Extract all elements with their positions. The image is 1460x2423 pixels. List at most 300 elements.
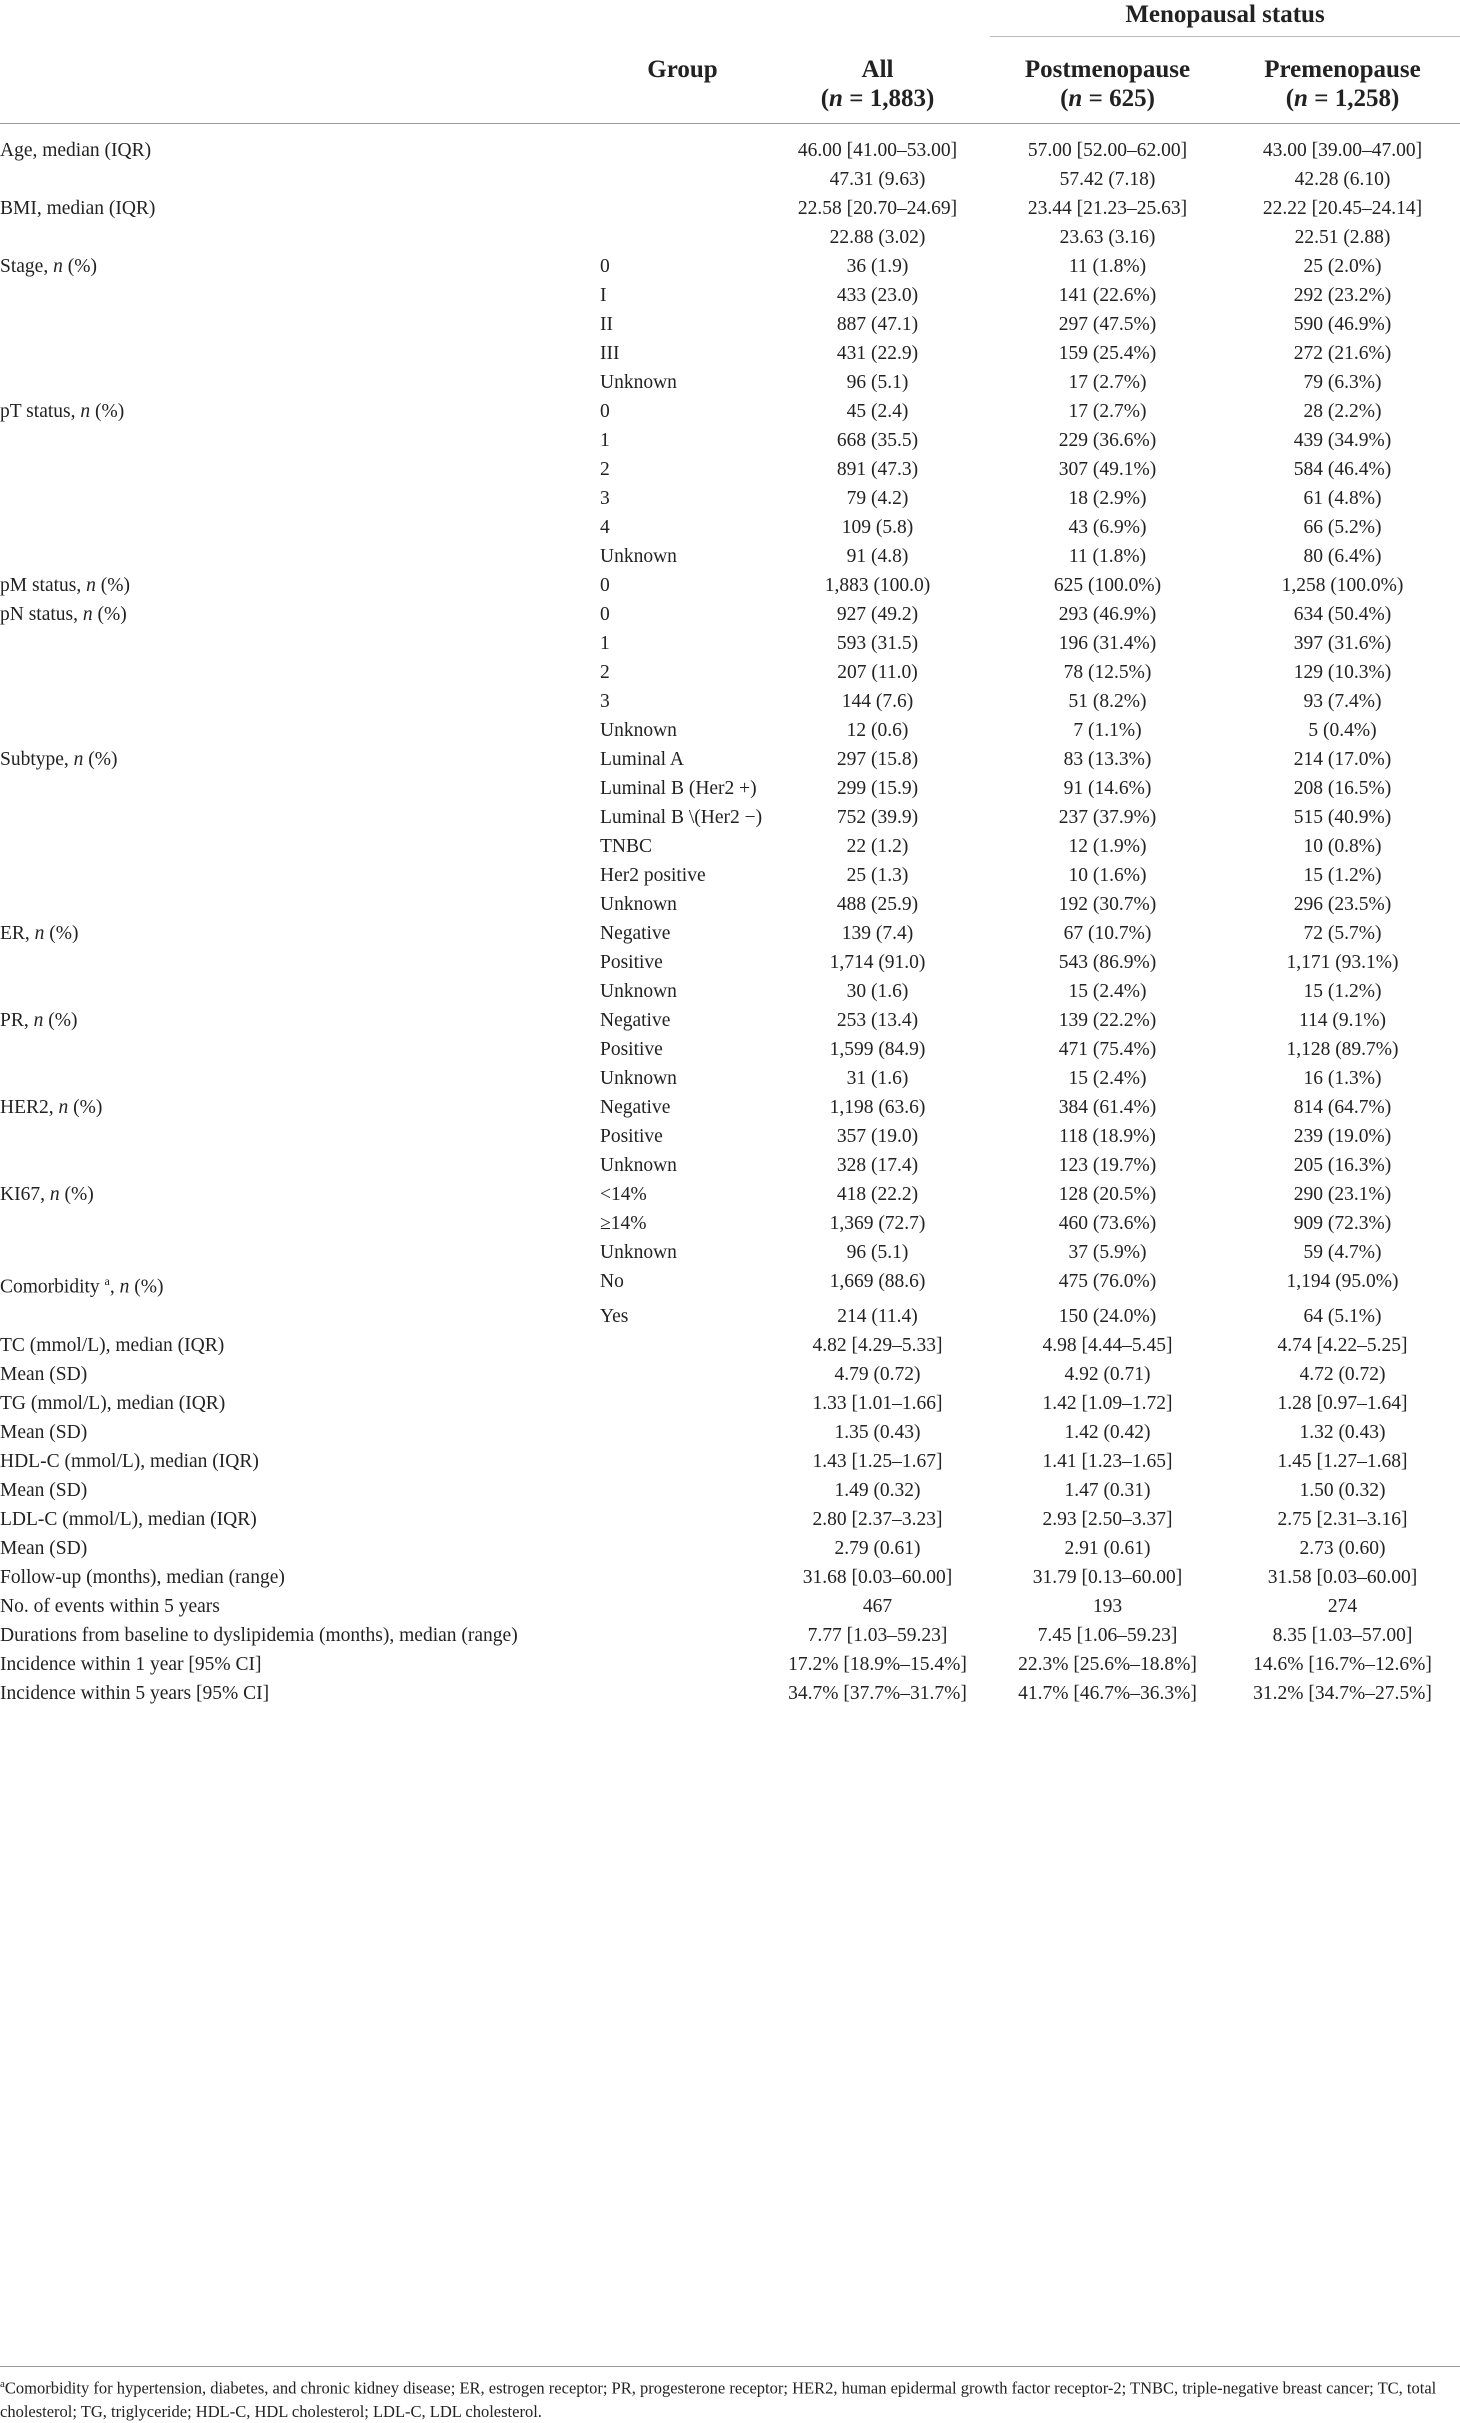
table-row	[0, 774, 1460, 803]
row-postmenopause-value: 460 (73.6%)	[1058, 1213, 1157, 1234]
row-label: pN status, n (%)	[0, 604, 127, 625]
row-postmenopause-value: 384 (61.4%)	[1058, 1097, 1157, 1118]
table-footnote	[0, 2366, 1460, 2421]
row-premenopause-value: 1.28 [0.97–1.64]	[1277, 1392, 1408, 1414]
row-label	[0, 1151, 600, 1180]
row-group	[600, 1476, 765, 1505]
row-all-value: 887 (47.1)	[836, 314, 919, 335]
pre-header-n: (n = 1,258)	[1285, 85, 1400, 112]
row-premenopause-value: 80 (6.4%)	[1303, 546, 1382, 567]
row-postmenopause-value: 15 (2.4%)	[1068, 1068, 1147, 1089]
row-all-value: 31 (1.6)	[846, 1068, 909, 1089]
table-row	[0, 252, 1460, 281]
table-row	[0, 600, 1460, 629]
row-all-value: 144 (7.6)	[841, 691, 914, 712]
row-all-value: 467	[862, 1595, 893, 1617]
row-label	[0, 861, 600, 890]
table-row	[0, 368, 1460, 397]
row-premenopause-value: 64 (5.1%)	[1303, 1305, 1382, 1327]
row-premenopause-value: 584 (46.4%)	[1293, 459, 1392, 480]
row-group: 0	[600, 401, 610, 422]
row-group: 0	[600, 604, 610, 625]
row-premenopause-value: 59 (4.7%)	[1303, 1242, 1382, 1263]
header-row	[0, 37, 1460, 124]
row-label	[0, 948, 600, 977]
row-group: Unknown	[600, 546, 677, 567]
row-postmenopause-value: 625 (100.0%)	[1053, 575, 1162, 596]
table-row	[0, 745, 1460, 774]
row-postmenopause-value: 1.42 (0.42)	[1064, 1421, 1151, 1443]
row-all-value: 22 (1.2)	[846, 836, 909, 857]
table-row	[0, 1331, 1460, 1360]
row-all-value: 1,714 (91.0)	[829, 952, 926, 973]
row-premenopause-value: 79 (6.3%)	[1303, 372, 1382, 393]
row-group: 4	[600, 517, 610, 538]
row-postmenopause-value: 67 (10.7%)	[1063, 923, 1152, 944]
row-all-value: 418 (22.2)	[836, 1184, 919, 1205]
row-label	[0, 484, 600, 513]
table-row	[0, 1006, 1460, 1035]
row-label	[0, 716, 600, 745]
table-row	[0, 1592, 1460, 1621]
table-row	[0, 194, 1460, 223]
row-premenopause-value: 214 (17.0%)	[1293, 749, 1392, 770]
row-premenopause-value: 590 (46.9%)	[1293, 314, 1392, 335]
row-group	[600, 124, 765, 166]
row-all-value: 1.49 (0.32)	[834, 1479, 921, 1501]
table-row	[0, 339, 1460, 368]
table-row	[0, 571, 1460, 600]
table-row	[0, 803, 1460, 832]
row-all-value: 7.77 [1.03–59.23]	[807, 1624, 948, 1646]
row-all-value: 12 (0.6)	[846, 720, 909, 741]
row-label: HER2, n (%)	[0, 1097, 103, 1118]
row-premenopause-value: 25 (2.0%)	[1303, 256, 1382, 277]
table-row	[0, 687, 1460, 716]
row-premenopause-value: 274	[1327, 1595, 1358, 1617]
row-group: Yes	[600, 1305, 629, 1327]
row-group	[600, 1331, 765, 1360]
row-label	[0, 774, 600, 803]
row-postmenopause-value: 196 (31.4%)	[1058, 633, 1157, 654]
row-postmenopause-value: 15 (2.4%)	[1068, 981, 1147, 1002]
row-postmenopause-value: 17 (2.7%)	[1068, 401, 1147, 422]
row-premenopause-value: 15 (1.2%)	[1303, 981, 1382, 1002]
row-group	[600, 1447, 765, 1476]
row-premenopause-value: 208 (16.5%)	[1293, 778, 1392, 799]
row-label	[0, 1209, 600, 1238]
row-label	[0, 977, 600, 1006]
row-group	[600, 1534, 765, 1563]
row-postmenopause-value: 471 (75.4%)	[1058, 1039, 1157, 1060]
row-group	[600, 1389, 765, 1418]
row-all-value: 2.80 [2.37–3.23]	[812, 1508, 943, 1530]
row-postmenopause-value: 543 (86.9%)	[1058, 952, 1157, 973]
row-premenopause-value: 15 (1.2%)	[1303, 865, 1382, 886]
postmenopause-column-header	[990, 37, 1225, 124]
row-premenopause-value: 129 (10.3%)	[1293, 662, 1392, 683]
table-row	[0, 1621, 1460, 1650]
row-all-value: 299 (15.9)	[836, 778, 919, 799]
row-label: LDL-C (mmol/L), median (IQR)	[0, 1508, 257, 1530]
table-row	[0, 1389, 1460, 1418]
row-postmenopause-value: 17 (2.7%)	[1068, 372, 1147, 393]
row-postmenopause-value: 22.3% [25.6%–18.8%]	[1018, 1653, 1197, 1675]
row-label: Incidence within 1 year [95% CI]	[0, 1653, 262, 1675]
row-label: KI67, n (%)	[0, 1184, 94, 1205]
row-premenopause-value: 72 (5.7%)	[1303, 923, 1382, 944]
row-all-value: 34.7% [37.7%–31.7%]	[788, 1682, 967, 1704]
row-premenopause-value: 1.50 (0.32)	[1299, 1479, 1386, 1501]
table-row	[0, 513, 1460, 542]
row-postmenopause-value: 10 (1.6%)	[1068, 865, 1147, 886]
row-label	[0, 223, 600, 252]
row-label	[0, 1064, 600, 1093]
row-all-value: 30 (1.6)	[846, 981, 909, 1002]
row-group: Negative	[600, 1097, 671, 1118]
row-group	[600, 1621, 765, 1650]
row-label	[0, 832, 600, 861]
table-row	[0, 1418, 1460, 1447]
table-row	[0, 861, 1460, 890]
row-group: Unknown	[600, 894, 677, 915]
row-premenopause-value: 93 (7.4%)	[1303, 691, 1382, 712]
row-all-value: 109 (5.8)	[841, 517, 914, 538]
all-header-n: (n = 1,883)	[820, 84, 935, 112]
row-all-value: 891 (47.3)	[836, 459, 919, 480]
row-group	[600, 1360, 765, 1389]
row-all-value: 22.58 [20.70–24.69]	[797, 198, 958, 219]
row-postmenopause-value: 83 (13.3%)	[1063, 749, 1152, 770]
row-group: I	[600, 285, 607, 306]
row-group	[600, 1650, 765, 1679]
table-row	[0, 890, 1460, 919]
row-group: Unknown	[600, 1242, 677, 1263]
row-premenopause-value: 66 (5.2%)	[1303, 517, 1382, 538]
row-all-value: 47.31 (9.63)	[829, 169, 926, 190]
row-premenopause-value: 439 (34.9%)	[1293, 430, 1392, 451]
row-all-value: 433 (23.0)	[836, 285, 919, 306]
row-premenopause-value: 1.45 [1.27–1.68]	[1277, 1450, 1408, 1472]
row-postmenopause-value: 2.91 (0.61)	[1064, 1537, 1151, 1559]
post-header-n: (n = 625)	[1060, 85, 1155, 112]
all-column-header	[765, 37, 990, 124]
row-postmenopause-value: 2.93 [2.50–3.37]	[1042, 1508, 1173, 1530]
row-postmenopause-value: 1.41 [1.23–1.65]	[1042, 1450, 1173, 1472]
table-row	[0, 1534, 1460, 1563]
row-group: Unknown	[600, 981, 677, 1002]
row-group	[600, 223, 765, 252]
row-group: 1	[600, 430, 610, 451]
row-premenopause-value: 1,258 (100.0%)	[1281, 575, 1404, 596]
row-postmenopause-value: 11 (1.8%)	[1068, 256, 1147, 277]
row-premenopause-value: 22.51 (2.88)	[1294, 227, 1391, 248]
footnote-marker: a	[0, 2378, 5, 2390]
row-postmenopause-value: 12 (1.9%)	[1068, 836, 1147, 857]
row-label: Follow-up (months), median (range)	[0, 1566, 285, 1588]
row-postmenopause-value: 128 (20.5%)	[1058, 1184, 1157, 1205]
table-row	[0, 542, 1460, 571]
table-row	[0, 455, 1460, 484]
row-label	[0, 455, 600, 484]
row-group: Unknown	[600, 372, 677, 393]
row-group	[600, 1563, 765, 1592]
row-group: 3	[600, 488, 610, 509]
pre-header-title: Premenopause	[1264, 56, 1421, 83]
table-row	[0, 1360, 1460, 1389]
row-label: Mean (SD)	[0, 1363, 88, 1385]
row-postmenopause-value: 11 (1.8%)	[1068, 546, 1147, 567]
row-label	[0, 281, 600, 310]
row-group: Negative	[600, 1010, 671, 1031]
row-label: TG (mmol/L), median (IQR)	[0, 1392, 226, 1414]
row-label: Durations from baseline to dyslipidemia (months), median (range)	[0, 1624, 518, 1646]
row-group: Positive	[600, 1126, 663, 1147]
row-postmenopause-value: 150 (24.0%)	[1058, 1305, 1157, 1327]
row-all-value: 207 (11.0)	[837, 662, 918, 683]
table-row	[0, 1093, 1460, 1122]
row-postmenopause-value: 4.98 [4.44–5.45]	[1042, 1334, 1173, 1356]
row-postmenopause-value: 91 (14.6%)	[1063, 778, 1152, 799]
row-label	[0, 165, 600, 194]
row-group: Luminal B (Her2 +)	[600, 778, 757, 799]
row-all-value: 431 (22.9)	[836, 343, 919, 364]
row-label: Mean (SD)	[0, 1421, 88, 1443]
row-all-value: 927 (49.2)	[836, 604, 919, 625]
row-label: Mean (SD)	[0, 1537, 88, 1559]
row-label: Comorbidity $^a$, n (%)	[0, 1274, 164, 1298]
row-label	[0, 658, 600, 687]
table-row	[0, 165, 1460, 194]
row-group: Luminal B \(Her2 −)	[600, 807, 763, 828]
row-premenopause-value: 2.73 (0.60)	[1299, 1537, 1386, 1559]
row-premenopause-value: 4.72 (0.72)	[1299, 1363, 1386, 1385]
row-premenopause-value: 5 (0.4%)	[1308, 720, 1377, 741]
row-all-value: 253 (13.4)	[836, 1010, 919, 1031]
row-premenopause-value: 397 (31.6%)	[1293, 633, 1392, 654]
row-group: Unknown	[600, 1155, 677, 1176]
row-postmenopause-value: 31.79 [0.13–60.00]	[1032, 1566, 1183, 1588]
row-all-value: 96 (5.1)	[846, 1242, 909, 1263]
row-postmenopause-value: 1.42 [1.09–1.72]	[1042, 1392, 1173, 1414]
row-postmenopause-value: 475 (76.0%)	[1058, 1271, 1157, 1292]
row-group	[600, 165, 765, 194]
row-all-value: 31.68 [0.03–60.00]	[802, 1566, 953, 1588]
row-premenopause-value: 14.6% [16.7%–12.6%]	[1253, 1653, 1432, 1675]
row-all-value: 214 (11.4)	[837, 1305, 918, 1327]
row-postmenopause-value: 139 (22.2%)	[1058, 1010, 1157, 1031]
row-postmenopause-value: 159 (25.4%)	[1058, 343, 1157, 364]
table-row	[0, 1035, 1460, 1064]
row-postmenopause-value: 18 (2.9%)	[1068, 488, 1147, 509]
row-group: Unknown	[600, 1068, 677, 1089]
row-postmenopause-value: 7.45 [1.06–59.23]	[1037, 1624, 1178, 1646]
table-row	[0, 1180, 1460, 1209]
row-premenopause-value: 1.32 (0.43)	[1299, 1421, 1386, 1443]
row-all-value: 17.2% [18.9%–15.4%]	[788, 1653, 967, 1675]
table-row	[0, 716, 1460, 745]
row-label: HDL-C (mmol/L), median (IQR)	[0, 1450, 259, 1472]
row-group: II	[600, 314, 613, 335]
row-group	[600, 194, 765, 223]
menopausal-status-header: Menopausal status	[990, 0, 1460, 37]
row-all-value: 668 (35.5)	[836, 430, 919, 451]
row-label	[0, 629, 600, 658]
row-postmenopause-value: 123 (19.7%)	[1058, 1155, 1157, 1176]
row-all-value: 1.35 (0.43)	[834, 1421, 921, 1443]
table-row	[0, 1679, 1460, 1708]
row-group: <14%	[600, 1184, 647, 1205]
row-label: PR, n (%)	[0, 1010, 78, 1031]
row-all-value: 36 (1.9)	[846, 256, 909, 277]
row-label: Age, median (IQR)	[0, 140, 152, 161]
row-postmenopause-value: 297 (47.5%)	[1058, 314, 1157, 335]
row-group	[600, 1679, 765, 1708]
row-premenopause-value: 239 (19.0%)	[1293, 1126, 1392, 1147]
row-all-value: 139 (7.4)	[841, 923, 914, 944]
row-all-value: 96 (5.1)	[846, 372, 909, 393]
row-all-value: 1,669 (88.6)	[829, 1271, 926, 1292]
table-row	[0, 281, 1460, 310]
row-label: pM status, n (%)	[0, 575, 130, 596]
row-postmenopause-value: 141 (22.6%)	[1058, 285, 1157, 306]
row-label	[0, 1122, 600, 1151]
row-premenopause-value: 28 (2.2%)	[1303, 401, 1382, 422]
row-postmenopause-value: 57.42 (7.18)	[1059, 169, 1156, 190]
row-all-value: 1,369 (72.7)	[829, 1213, 926, 1234]
row-all-value: 2.79 (0.61)	[834, 1537, 921, 1559]
row-all-value: 79 (4.2)	[846, 488, 909, 509]
row-label	[0, 339, 600, 368]
table-row	[0, 629, 1460, 658]
row-all-value: 593 (31.5)	[836, 633, 919, 654]
row-label: Stage, n (%)	[0, 256, 97, 277]
table-row	[0, 426, 1460, 455]
row-postmenopause-value: 78 (12.5%)	[1063, 662, 1152, 683]
table-row	[0, 1447, 1460, 1476]
row-premenopause-value: 31.2% [34.7%–27.5%]	[1253, 1682, 1432, 1704]
row-postmenopause-value: 57.00 [52.00–62.00]	[1027, 140, 1188, 161]
table-row	[0, 124, 1460, 166]
row-group: Positive	[600, 1039, 663, 1060]
row-group: III	[600, 343, 620, 364]
row-group	[600, 1592, 765, 1621]
row-all-value: 357 (19.0)	[836, 1126, 919, 1147]
row-postmenopause-value: 229 (36.6%)	[1058, 430, 1157, 451]
row-all-value: 1,599 (84.9)	[829, 1039, 926, 1060]
table-row	[0, 832, 1460, 861]
row-premenopause-value: 290 (23.1%)	[1293, 1184, 1392, 1205]
row-postmenopause-value: 307 (49.1%)	[1058, 459, 1157, 480]
row-label: BMI, median (IQR)	[0, 198, 156, 219]
table-body	[0, 124, 1460, 1708]
row-postmenopause-value: 37 (5.9%)	[1068, 1242, 1147, 1263]
row-all-value: 488 (25.9)	[836, 894, 919, 915]
row-group: No	[600, 1271, 624, 1292]
group-column-header: Group	[600, 37, 765, 124]
row-label	[0, 310, 600, 339]
table-row	[0, 223, 1460, 252]
table-row	[0, 484, 1460, 513]
row-group: 1	[600, 633, 610, 654]
row-all-value: 1.43 [1.25–1.67]	[812, 1450, 943, 1472]
row-label	[0, 1302, 600, 1331]
table-row	[0, 948, 1460, 977]
row-premenopause-value: 1,128 (89.7%)	[1286, 1039, 1399, 1060]
table-row	[0, 310, 1460, 339]
row-premenopause-value: 42.28 (6.10)	[1294, 169, 1391, 190]
row-postmenopause-value: 41.7% [46.7%–36.3%]	[1018, 1682, 1197, 1704]
row-all-value: 4.79 (0.72)	[834, 1363, 921, 1385]
row-premenopause-value: 1,194 (95.0%)	[1286, 1271, 1399, 1292]
row-all-value: 45 (2.4)	[846, 401, 909, 422]
row-postmenopause-value: 4.92 (0.71)	[1064, 1363, 1151, 1385]
table-row	[0, 397, 1460, 426]
row-label	[0, 1238, 600, 1267]
post-header-title: Postmenopause	[1024, 56, 1191, 83]
row-group: 0	[600, 256, 610, 277]
row-all-value: 328 (17.4)	[836, 1155, 919, 1176]
row-postmenopause-value: 1.47 (0.31)	[1064, 1479, 1151, 1501]
row-premenopause-value: 2.75 [2.31–3.16]	[1277, 1508, 1408, 1530]
row-premenopause-value: 634 (50.4%)	[1293, 604, 1392, 625]
row-label: ER, n (%)	[0, 923, 79, 944]
row-all-value: 46.00 [41.00–53.00]	[797, 140, 958, 161]
row-group	[600, 1505, 765, 1534]
table-row	[0, 1302, 1460, 1331]
row-all-value: 22.88 (3.02)	[829, 227, 926, 248]
row-premenopause-value: 272 (21.6%)	[1293, 343, 1392, 364]
row-label: pT status, n (%)	[0, 401, 125, 422]
row-all-value: 4.82 [4.29–5.33]	[812, 1334, 943, 1356]
row-premenopause-value: 22.22 [20.45–24.14]	[1262, 198, 1423, 219]
row-postmenopause-value: 118 (18.9%)	[1059, 1126, 1156, 1147]
table-row	[0, 1563, 1460, 1592]
row-label	[0, 368, 600, 397]
row-postmenopause-value: 43 (6.9%)	[1068, 517, 1147, 538]
table-row	[0, 1267, 1460, 1302]
row-premenopause-value: 43.00 [39.00–47.00]	[1262, 140, 1423, 161]
table-row	[0, 919, 1460, 948]
table-row	[0, 1238, 1460, 1267]
footnote-text: Comorbidity for hypertension, diabetes, and chronic kidney disease; ER, estrogen receptor; PR, progesterone receptor; HER2, human epidermal growth factor receptor-2; TNBC, triple-negative breast cancer; TC, total cholesterol; TG, triglyceride; HDL-C, HDL cholesterol; LDL-C, LDL cholesterol.	[0, 2378, 1437, 2421]
row-label	[0, 1035, 600, 1064]
row-premenopause-value: 292 (23.2%)	[1293, 285, 1392, 306]
row-group: Unknown	[600, 720, 677, 741]
row-premenopause-value: 4.74 [4.22–5.25]	[1277, 1334, 1408, 1356]
row-premenopause-value: 909 (72.3%)	[1293, 1213, 1392, 1234]
row-all-value: 91 (4.8)	[846, 546, 909, 567]
row-label: Mean (SD)	[0, 1479, 88, 1501]
table-row	[0, 1650, 1460, 1679]
row-premenopause-value: 61 (4.8%)	[1303, 488, 1382, 509]
row-all-value: 1,198 (63.6)	[829, 1097, 926, 1118]
row-group: 3	[600, 691, 610, 712]
table-row	[0, 1505, 1460, 1534]
row-label	[0, 513, 600, 542]
row-postmenopause-value: 192 (30.7%)	[1058, 894, 1157, 915]
row-group: 2	[600, 662, 610, 683]
row-postmenopause-value: 23.44 [21.23–25.63]	[1027, 198, 1188, 219]
row-postmenopause-value: 23.63 (3.16)	[1059, 227, 1156, 248]
row-all-value: 1.33 [1.01–1.66]	[812, 1392, 943, 1414]
row-all-value: 752 (39.9)	[836, 807, 919, 828]
row-premenopause-value: 296 (23.5%)	[1293, 894, 1392, 915]
row-postmenopause-value: 293 (46.9%)	[1058, 604, 1157, 625]
row-group: TNBC	[600, 836, 653, 857]
row-all-value: 1,883 (100.0)	[824, 575, 931, 596]
row-premenopause-value: 515 (40.9%)	[1293, 807, 1392, 828]
